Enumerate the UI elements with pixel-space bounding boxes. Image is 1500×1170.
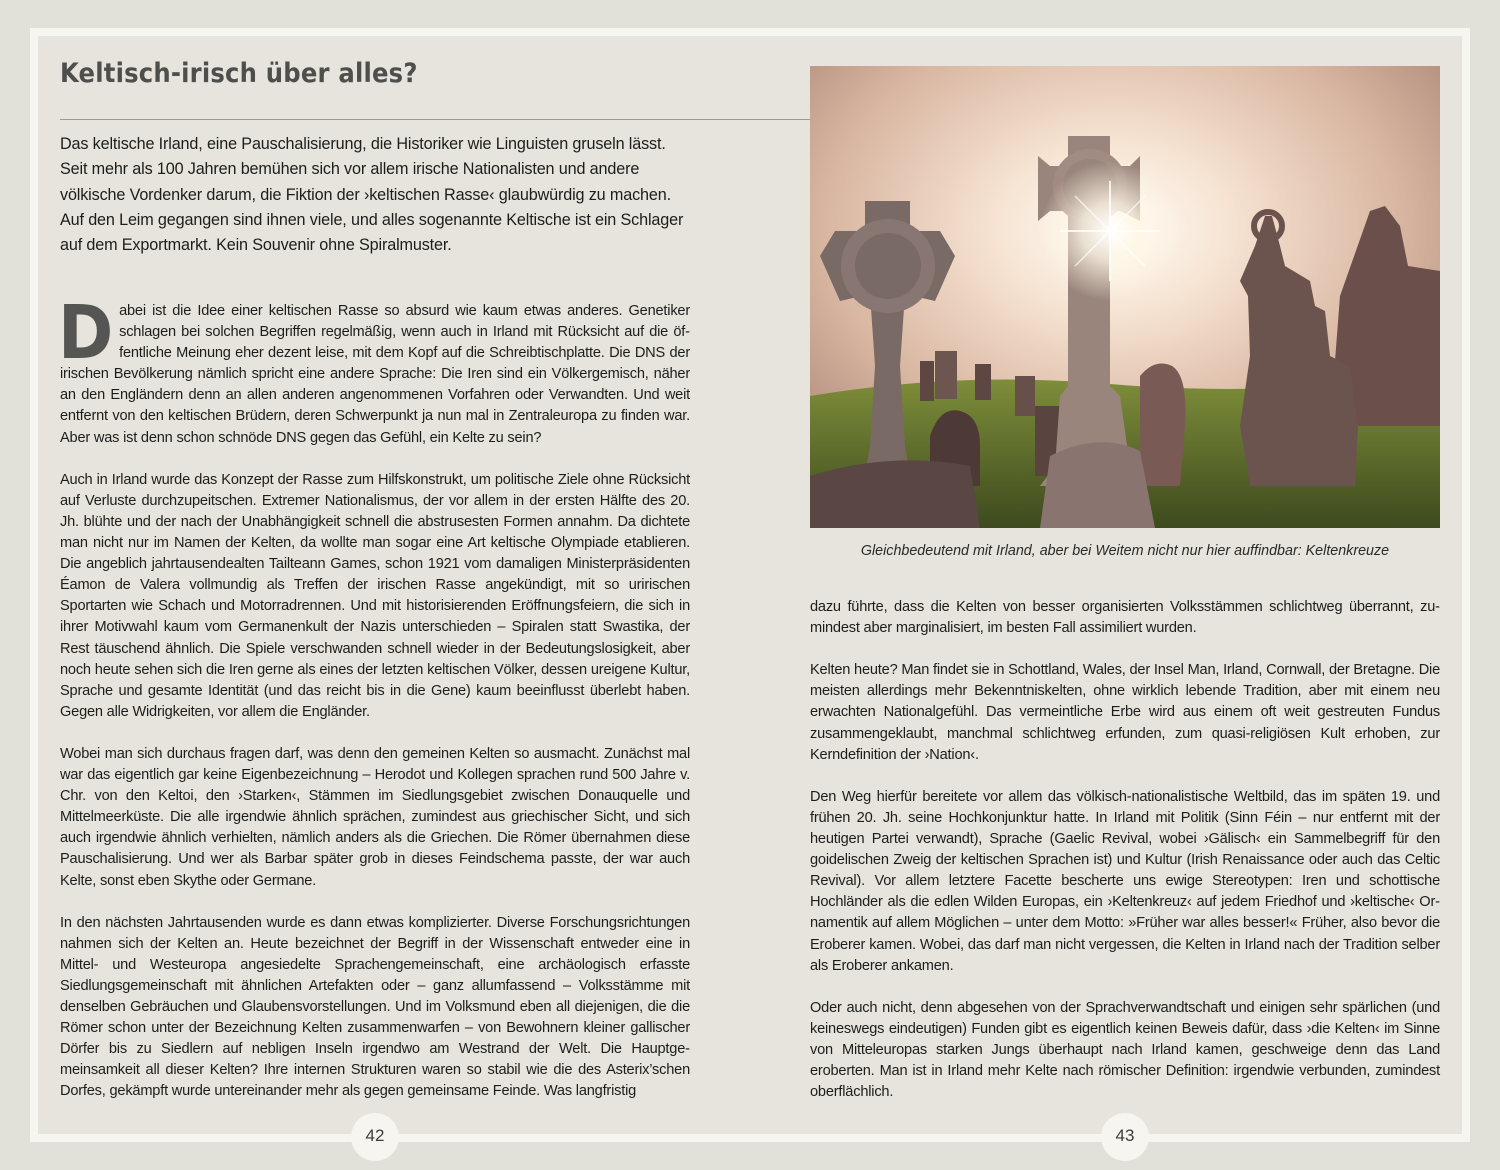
lead-line: völkische Vordenker darum, die Fiktion der ›keltischen Rasse‹ glaubwürdig zu machen.: [60, 185, 671, 204]
body-paragraph: Auch in Irland wurde das Konzept der Rasse zum Hilfskonstrukt, um politische Ziele ohne Rücksicht auf Verluste durchzupeitschen. Extremer Nationalismus, der vor allem in der ersten Hälfte des 20. Jh. blühte und der nach der Unabhängigkeit schnell die abstrusesten Formen annahm. Da dichtete man nicht nur im Namen der Kelten, da wollte man sogar eine Art keltische Olympiade etablieren. Die angeblich jahrtausendealten Tailteann Games, schon 1921 vom damaligen Ministerpräsidenten Éamon de Valera vollmundig als Treffen der irischen Rasse angekündigt, mit so uririschen Sportarten wie Schach und Motorradrennen. Und mit historisierenden Eröffnungsfeiern, die sich in ihrer Motivwahl kaum vom Germanenkult der Nazis unterschieden – Spiralen statt Swastika, der Rest täuschend ähnlich. Die Spiele verschwanden schnell wieder in der Bedeutungslosigkeit, aber noch heute sehen sich die Iren gerne als eines der letzten keltischen Völker, dessen ureigene Kultur, Sprache und gesamte Identität (und das reicht bis in die Gene) kaum beeinflusst überlebt haben. Gegen alle Widrigkeiten, vor allem die Engländer.: [60, 471, 690, 720]
celtic-crosses-photo: [810, 66, 1440, 528]
body-paragraph: Wobei man sich durchaus fragen darf, was denn den gemeinen Kelten so ausmacht. Zunächst mal war das eigentlich gar keine Eigenbezeichnung – Herodot und Kollegen sprachen rund 500 Jahre v. Chr. von den Keltoi, den ›Starken‹, Stämmen im Siedlungsgebiet zwischen Donauquelle und Mittelmeerküste. Die alle irgendwie ähnlich sprächen, zumindest aus griechischer Sicht, und sich auch irgendwie ähnlich verhielten, nämlich anders als die Griechen. Die Römer übernahmen diese Pauschalisierung. Und wer als Barbar später grob in dieses Feindschema passte, der war auch Kelte, sonst eben Skythe oder Germane.: [60, 745, 690, 889]
lead-line: Seit mehr als 100 Jahren bemühen sich vor allem irische Nationalisten und andere: [60, 160, 640, 179]
lead-line: Das keltische Irland, eine Pauschalisierung, die Historiker wie Linguisten gruseln lässt.: [60, 135, 666, 153]
photo-caption: Gleichbedeutend mit Irland, aber bei Weitem nicht nur hier auffindbar: Keltenkreuze: [860, 543, 1390, 559]
page-number-left: 42: [351, 1113, 399, 1161]
body-paragraph: dazu führte, dass die Kelten von besser organisierten Volksstämmen schlichtweg überrannt, zumindest aber marginalisiert, im besten Fall assimiliert wurden.: [810, 599, 1440, 637]
page-number-right: 43: [1101, 1113, 1149, 1161]
lead-line: Auf den Leim gegangen sind ihnen viele, und alles sogenannte Keltische ist ein Schlager: [60, 210, 684, 229]
paragraph-text: abei ist die Idee einer keltischen Rasse so absurd wie kaum etwas anderes. Genetiker schlagen bei solchen Begriffen regelmäßig, wenn auch in Irland mit Rücksicht auf die öffentliche Meinung eher dezent leise, mit dem Kopf auf die Schreibtischplatte. Die DNS der irischen Bevölkerung nämlich spricht eine andere Sprache: Die Iren sind ein Völkergemisch, näher an den Engländern denn an allen anderen angenommenen Vorfahren oder Verwandten. Und weit entfernt von den keltischen Brüdern, deren Schwerpunkt ja nun mal in Zentraleuropa zu finden war. Aber was ist denn schon schnöde DNS gegen das Gefühl, ein Kelte zu sein?: [60, 303, 690, 446]
body-paragraph: [58, 290, 690, 449]
photo-illustration: [810, 66, 1440, 528]
body-paragraph: Kelten heute? Man findet sie in Schottland, Wales, der Insel Man, Irland, Cornwall, der Bretagne. Die meisten allerdings mehr Bekenntniskelten, ohne wirklich lebende Tradition, aber mit einem neu erwachten Nationalgefühl. Das vermeintliche Erbe wird aus einem oft weit gestreuten Fundus zusammengeklaubt, manchmal schlichtweg erfunden, zum quasi-religiösen Kult erhoben, zur Kerndefinition der ›Nation‹.: [810, 662, 1440, 763]
body-paragraph: In den nächsten Jahrtausenden wurde es dann etwas komplizierter. Diverse Forschungsrichtungen nahmen sich der Kelten an. Heute bezeichnet der Begriff in der Wissenschaft entweder eine in Mittel- und Westeuropa angesiedelte Sprachengemeinschaft, eine archäologisch erfasste Siedlungsgemeinschaft mit ähnlichen Artefakten oder – ganz allumfassend – Volksstämme mit denselben Gebräuchen und Glaubensvorstellungen. Und im Volksmund eben all diejenigen, die die Römer schon unter der Bezeichnung Kelten zusammenwarfen – von Bewohnern kleiner gallischer Dörfer bis zu Siedlern auf nebligen Inseln irgendwo am Westrand der Welt. Die Hauptgemeinsamkeit all dieser Kelten? Ihre internen Strukturen waren so stabil wie die des Asterix’schen Dorfes, gekämpft wurde untereinander mehr als gegen gemeinsame Feinde. Was langfristig: [60, 914, 690, 1100]
title-rule: [60, 119, 810, 120]
body-paragraph: Den Weg hierfür bereitete vor allem das völkisch-nationalistische Weltbild, das im späten 19. und frühen 20. Jh. seine Hochkonjunktur hatte. In Irland mit Politik (Sinn Féin – nur entfernt mit der heutigen Partei verwandt), Sprache (Gaelic Revival, wobei ›Gälisch‹ ein Sammelbegriff für den goidelischen Zweig der keltischen Sprachen ist) und Kultur (Irish Renaissance oder auch das Celtic Revival). Vor allem letztere Facette bescherte uns ewige Stereotypen: Iren und schottische Hochländer als die edlen Wilden Europas, ein ›Keltenkreuz‹ auf jedem Friedhof und ›keltische‹ Ornamentik auf allem Möglichen – unter dem Motto: »Früher war alles besser!« Früher, also bevor die Eroberer kamen. Wobei, das darf man nicht vergessen, die Kelten in Irland nach der Tradition selber als Eroberer ankamen.: [810, 788, 1440, 974]
left-column: [58, 290, 690, 1103]
right-column: [810, 597, 1440, 1103]
lead-paragraph: [60, 132, 700, 258]
article-title: Keltisch-irisch über alles?: [60, 58, 418, 89]
drop-cap: D: [58, 290, 114, 376]
lead-line: auf dem Exportmarkt. Kein Souvenir ohne Spiralmuster.: [60, 236, 452, 255]
body-paragraph: Oder auch nicht, denn abgesehen von der Sprachverwandtschaft und einigen sehr spärlichen (und keineswegs eindeutigen) Funden gibt es eigentlich keinen Beweis dafür, dass ›die Kelten‹ im Sinne von Mitteleuropas starken Jungs überhaupt nach Irland kamen, geschweige denn das Land eroberten. Man ist in Irland mehr Kelte nach römischer Definition: irgendwie verbunden, zumindest oberflächlich.: [810, 999, 1440, 1101]
